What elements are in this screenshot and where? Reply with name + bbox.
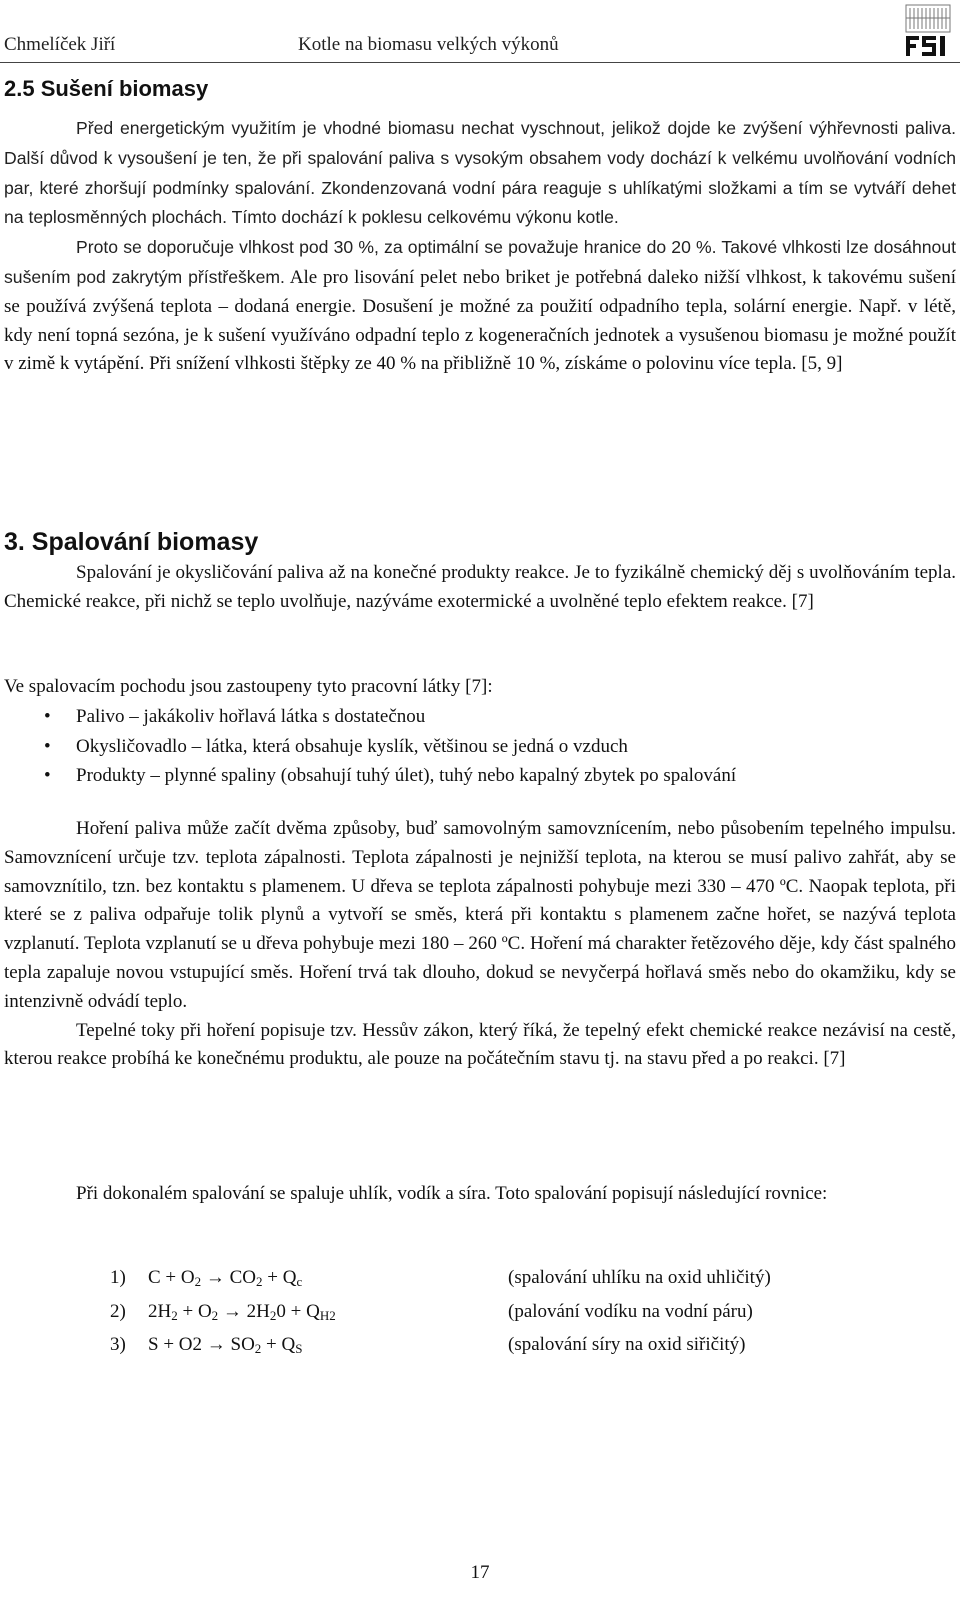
bullet-icon: • — [44, 706, 51, 727]
equation-formula: $S + O2 \to SO_2 + Q_S$ — [148, 1334, 303, 1356]
paragraph: Ve spalovacím pochodu jsou zastoupeny tyto pracovní látky [7]: — [4, 676, 493, 697]
equation-row: 3) $S + O2 \to SO_2 + Q_S$ (spalování síry na oxid siřičitý) — [110, 1330, 771, 1364]
page-number: 17 — [470, 1562, 490, 1583]
equation-formula: $2H_2 + O_2 \to 2H_20 + Q_{H2}$ — [148, 1300, 336, 1323]
section-heading-3: 3. Spalování biomasy — [4, 528, 259, 556]
fsi-logo-icon — [902, 2, 954, 58]
list-item: • Palivo – jakákoliv hořlavá látka s dostatečnou — [4, 702, 956, 732]
list-item: • Okysličovadlo – látka, která obsahuje kyslík, většinou se jedná o vzduch — [4, 732, 956, 762]
paragraph: Hoření paliva může začít dvěma způsoby, buď samovolným samovznícením, nebo působením tepelného impulsu. Samovznícení určuje tzv. teplota zápalnosti. Teplota zápalnosti je nejnižší teplota, na kterou se musí palivo zahřát, aby se samovznítilo, tzn. bez kontaktu s plamenem. U dřeva se teplota zápalnosti pohybuje mezi 330 – 470 ºC. Naopak teplota, při které se z paliva odpařuje tolik plynů a vytvoří se směs, která při kontaktu s plamenem začne hořet, se nazývá teplota vzplanutí. Teplota vzplanutí se u dřeva pohybuje mezi 180 – 260 ºC. Hoření má charakter řetězového děje, kdy část spalného tepla zapaluje novou vstupující směs. Hoření trvá tak dlouho, dokud se nevyčerpá hořlavá směs nebo do okamžiku, kdy se intenzivně odvádí teplo. — [4, 818, 956, 1012]
paragraph: Proto se doporučuje vlhkost pod 30 %, za optimální se považuje hranice do 20 %. Takové vlhkosti lze dosáhnout sušením pod zakrytým přístřeškem. Ale pro lisování pelet nebo briket je potřebná daleko nižší vlhkost, k takovému sušení se používá zvýšená teplota – dodaná energie. Dosušení je možné za použití odpadního tepla, solární energie. Např. v létě, kdy není topná sezóna, je k sušení využíváno odpadní teplo z kogeneračních jednotek a vysušenou biomasu je možné použít v zimě k vytápění. Při snížení vlhkosti štěpky ze 40 % na přibližně 10 %, získáme o polovinu více tepla. [5, 9] — [4, 237, 956, 375]
header-rule — [0, 62, 960, 63]
list-lead — [4, 673, 956, 702]
paragraph: Při dokonalém spalování se spaluje uhlík, vodík a síra. Toto spalování popisují následující rovnice: — [76, 1183, 828, 1204]
paragraph: Tepelné toky při hoření popisuje tzv. Hessův zákon, který říká, že tepelný efekt chemické reakce nezávisí na cestě, kterou reakce probíhá ke konečnému produktu, ale pouze na počátečním stavu tj. na stavu před a po reakci. [7] — [4, 1019, 956, 1070]
working-substances-list — [4, 702, 956, 791]
header-author: Chmelíček Jiří — [4, 34, 116, 55]
equation-description: (spalování uhlíku na oxid uhličitý) — [508, 1267, 771, 1288]
section-2-5-body — [4, 114, 956, 379]
section-heading-2-5: 2.5 Sušení biomasy — [4, 76, 209, 101]
bullet-icon: • — [44, 735, 51, 757]
equation-list — [110, 1263, 771, 1364]
equation-row: 1) $C + O_2 \to CO_2 + Q_c$ (spalování uhlíku na oxid uhličitý) — [110, 1263, 771, 1297]
paragraph: Spalování je okysličování paliva až na konečné produkty reakce. Je to fyzikálně chemický děj s uvolňováním tepla. Chemické reakce, při nichž se teplo uvolňuje, nazýváme exotermické a uvolněné teplo efektem reakce. [7] — [4, 562, 956, 612]
bullet-icon: • — [44, 765, 51, 786]
equation-description: (spalování síry na oxid siřičitý) — [508, 1334, 746, 1355]
equation-description: (palování vodíku na vodní páru) — [508, 1300, 753, 1322]
equation-formula: $C + O_2 \to CO_2 + Q_c$ — [148, 1267, 303, 1289]
equations-lead — [4, 1180, 956, 1209]
header-title: Kotle na biomasu velkých výkonů — [298, 34, 559, 55]
combustion-body — [4, 815, 956, 1074]
section-3-intro — [4, 559, 956, 617]
equation-row: 2) $2H_2 + O_2 \to 2H_20 + Q_{H2}$ (palování vodíku na vodní páru) — [110, 1297, 771, 1331]
paragraph: Před energetickým využitím je vhodné biomasu nechat vyschnout, jelikož dojde ke zvýšení výhřevnosti paliva. Další důvod k vysoušení je ten, že při spalování paliva s vysokým obsahem vody dochází k velkému uvolňování vodních par, které zhoršují podmínky spalování. Zkondenzovaná vodní pára reaguje s uhlíkatými složkami a tím se vytváří dehet na teplosměnných plochách. Tímto dochází k poklesu celkovému výkonu kotle. — [4, 118, 956, 228]
list-item: • Produkty – plynné spaliny (obsahují tuhý úlet), tuhý nebo kapalný zbytek po spalování — [4, 761, 956, 791]
